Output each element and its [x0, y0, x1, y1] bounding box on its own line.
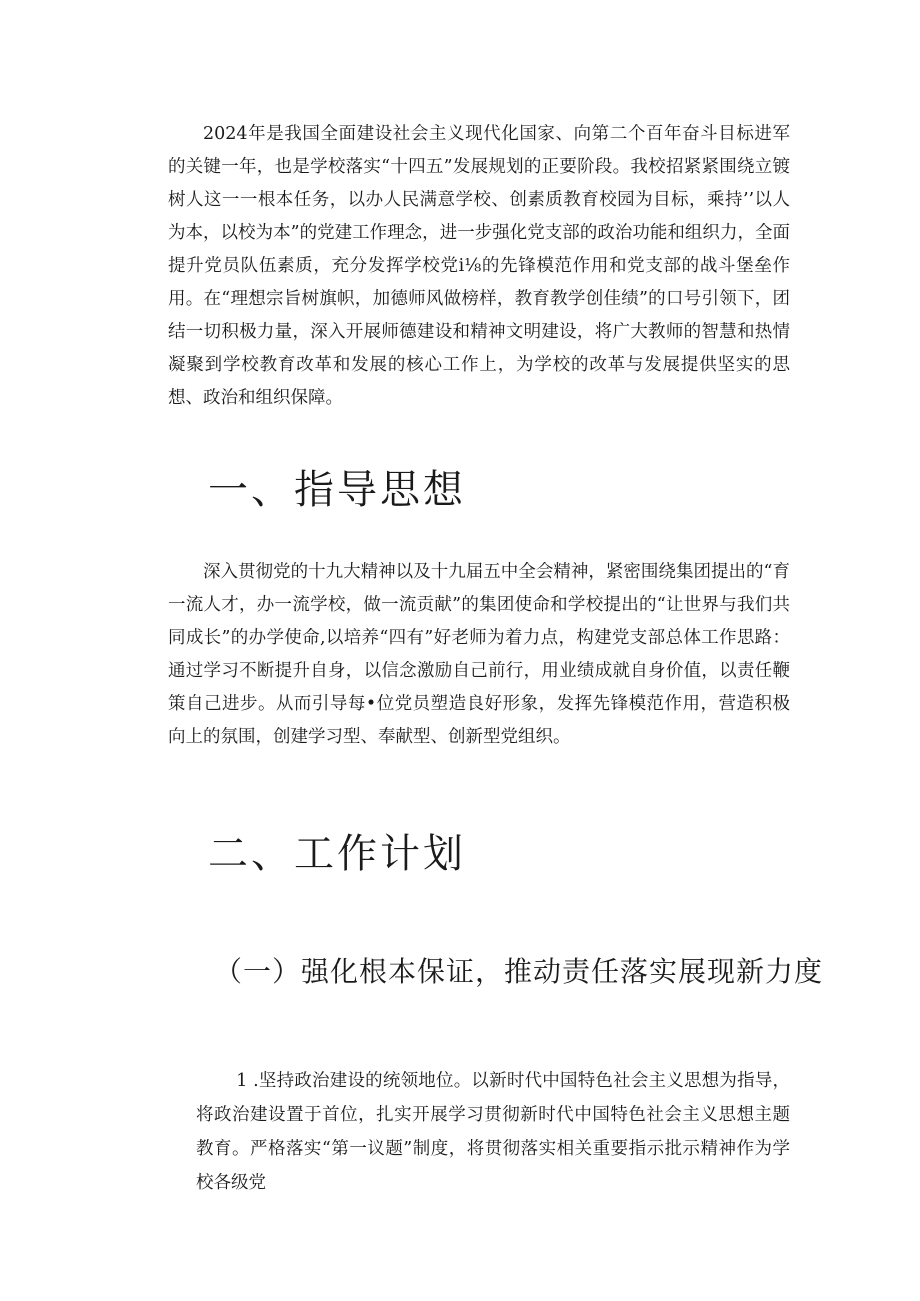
- intro-paragraph: 2024年是我国全面建设社会主义现代化国家、向第二个百年奋斗目标进军的关键一年，也是学校落实“十四五”发展规划的正要阶段。我校招紧紧围绕立镀树人这一一根本任务，以办人民满意学校、创素质教育校园为目标，乘持’’以人为本，以校为本”的党建工作理念，进一步强化党支部的政治功能和组织力，全面提升党员队伍素质，充分发挥学校党i⅛的先锋模范作用和党支部的战斗堡垒作用。在“理想宗旨树旗帜，加德师风做榜样，教育教学创佳绩”的口号引领下，团结一切积极力量，深入开展师德建设和精神文明建设，将广大教师的智慧和热情凝聚到学校教育改革和发展的核心工作上，为学校的改革与发展提供坚实的思想、政治和组织保障。: [168, 124, 790, 408]
- guiding-ideology-paragraph: 深入贯彻党的十九大精神以及十九届五中全会精神，紧密围绕集团提出的“育一流人才，办一流学校，做一流贡献”的集团使命和学校提出的“让世界与我们共同成长”的办学使命,以培养“四有”好老师为着力点，构建党支部总体工作思路：通过学习不断提升自身，以信念激励自己前行，用业绩成就自身价值，以责任鞭策自己进步。从而引导每•位党员塑造良好形象，发挥先锋模范作用，营造积极向上的氛围，创建学习型、奉献型、创新型党组织。: [168, 562, 790, 747]
- subsection-heading: （一）强化根本保证，推动责任落实展现新力度: [214, 955, 824, 988]
- work-plan-item-1: 1 .坚持政治建设的统领地位。以新时代中国特色社会主义思想为指导，将政治建设置于首位，扎实开展学习贯彻新时代中国特色社会主义思想主题教育。严格落实“第一议题”制度，将贯彻落实相关重要指示批示精神作为学校各级党: [196, 1071, 790, 1193]
- section-heading-work-plan: 二、工作计划: [208, 831, 466, 877]
- section-heading-guiding-ideology: 一、指导思想: [208, 467, 466, 513]
